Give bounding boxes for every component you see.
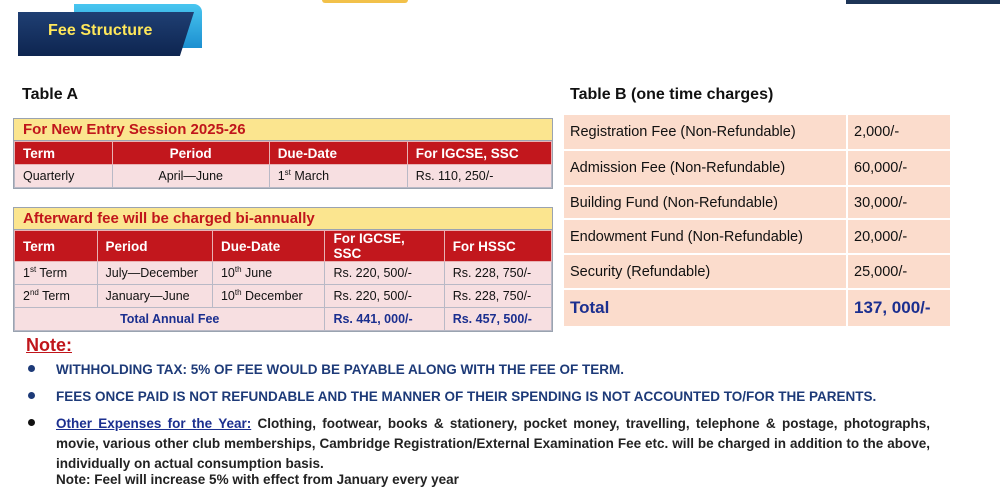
charge-value: 60,000/- <box>848 151 950 187</box>
table-row <box>15 165 552 188</box>
term-suffix: nd <box>29 287 39 297</box>
charge-label: Security (Refundable) <box>564 255 848 290</box>
new-entry-column-headers <box>15 142 552 165</box>
due-date-suffix: th <box>234 287 242 297</box>
igcse-fee-cell: Rs. 220, 500/- <box>325 262 444 285</box>
table-row <box>564 255 950 290</box>
list-item <box>24 414 930 474</box>
list-item <box>24 387 930 407</box>
total-hssc-fee: Rs. 457, 500/- <box>444 308 551 331</box>
due-date-day: 10 <box>220 289 235 303</box>
igcse-fee-cell: Rs. 220, 500/- <box>325 285 444 308</box>
one-time-charges-table <box>564 115 950 328</box>
charge-label: Endowment Fund (Non-Refundable) <box>564 220 848 255</box>
afterward-column-headers <box>15 231 552 262</box>
table-row <box>564 220 950 255</box>
hssc-fee-cell: Rs. 228, 750/- <box>444 285 551 308</box>
due-date-month: December <box>241 289 303 303</box>
table-row <box>15 262 552 285</box>
charge-label: Admission Fee (Non-Refundable) <box>564 151 848 187</box>
table-row <box>564 151 950 187</box>
bullet-icon <box>28 392 35 399</box>
charge-label: Building Fund (Non-Refundable) <box>564 187 848 220</box>
total-igcse-fee: Rs. 441, 000/- <box>325 308 444 331</box>
charge-value: 30,000/- <box>848 187 950 220</box>
column-header-hssc: For HSSC <box>444 231 551 262</box>
other-expenses-text: Clothing, footwear, books & stationery, pocket money, travelling, telephone & postage, photographs, movie, various other club memberships, Cambridge Registration/External Examination Fee etc. will be charged in addition to the above, individually on actual consumption basis. <box>56 416 931 471</box>
bullet-icon <box>28 419 35 426</box>
page-title: Fee Structure <box>48 22 153 39</box>
due-date-suffix: th <box>234 264 242 274</box>
column-header-due-date: Due-Date <box>269 142 407 165</box>
note-text: WITHHOLDING TAX: 5% OF FEE WOULD BE PAYABLE ALONG WITH THE FEE OF TERM. <box>56 362 625 377</box>
period-cell: January—June <box>97 285 212 308</box>
charge-value: 2,000/- <box>848 115 950 151</box>
due-date-day: 1 <box>277 169 285 183</box>
note-list <box>24 360 930 481</box>
total-row <box>15 308 552 331</box>
hssc-fee-cell: Rs. 228, 750/- <box>444 262 551 285</box>
igcse-fee-cell: Rs. 110, 250/- <box>407 165 551 188</box>
due-date-month: June <box>241 266 273 280</box>
period-cell: July—December <box>97 262 212 285</box>
term-cell <box>15 262 98 285</box>
top-accent-navy <box>846 0 1000 4</box>
column-header-igcse: For IGCSE, SSC <box>407 142 551 165</box>
term-cell: Quarterly <box>15 165 113 188</box>
afterward-table <box>13 207 553 332</box>
total-label: Total <box>564 290 848 328</box>
total-annual-fee-label: Total Annual Fee <box>15 308 325 331</box>
new-entry-header: For New Entry Session 2025-26 <box>14 119 552 141</box>
table-row <box>564 115 950 151</box>
due-date-day: 10 <box>220 266 235 280</box>
fee-increase-note: Note: Feel will increase 5% with effect from January every year <box>56 472 459 487</box>
due-date-suffix: st <box>284 167 291 177</box>
term-cell <box>15 285 98 308</box>
afterward-grid <box>14 230 552 331</box>
charge-value: 25,000/- <box>848 255 950 290</box>
term-number: 2 <box>23 289 30 303</box>
table-row <box>564 187 950 220</box>
bullet-icon <box>28 365 35 372</box>
due-date-cell <box>269 165 407 188</box>
total-value: 137, 000/- <box>848 290 950 328</box>
column-header-period: Period <box>97 231 212 262</box>
charge-label: Registration Fee (Non-Refundable) <box>564 115 848 151</box>
column-header-due-date: Due-Date <box>212 231 324 262</box>
fee-structure-banner <box>18 4 204 56</box>
list-item <box>24 360 930 380</box>
note-text: FEES ONCE PAID IS NOT REFUNDABLE AND THE MANNER OF THEIR SPENDING IS NOT ACCOUNTED TO/FOR THE PARENTS. <box>56 389 877 404</box>
due-date-month: March <box>290 169 330 183</box>
top-accent-yellow <box>322 0 408 3</box>
table-row <box>15 285 552 308</box>
term-number: 1 <box>23 266 30 280</box>
table-a-title: Table A <box>22 86 79 103</box>
term-word: Term <box>36 266 68 280</box>
column-header-igcse: For IGCSE, SSC <box>325 231 444 262</box>
table-b-title: Table B (one time charges) <box>570 86 774 103</box>
term-suffix: st <box>29 264 37 274</box>
total-row <box>564 290 950 328</box>
other-expenses-label: Other Expenses for the Year: <box>56 416 252 431</box>
charge-value: 20,000/- <box>848 220 950 255</box>
column-header-term: Term <box>15 142 113 165</box>
new-entry-grid <box>14 141 552 188</box>
period-cell: April—June <box>112 165 269 188</box>
afterward-header: Afterward fee will be charged bi-annually <box>14 208 552 230</box>
due-date-cell <box>212 285 324 308</box>
due-date-cell <box>212 262 324 285</box>
column-header-period: Period <box>112 142 269 165</box>
new-entry-table <box>13 118 553 189</box>
column-header-term: Term <box>15 231 98 262</box>
note-heading: Note: <box>26 335 72 355</box>
term-word: Term <box>38 289 70 303</box>
